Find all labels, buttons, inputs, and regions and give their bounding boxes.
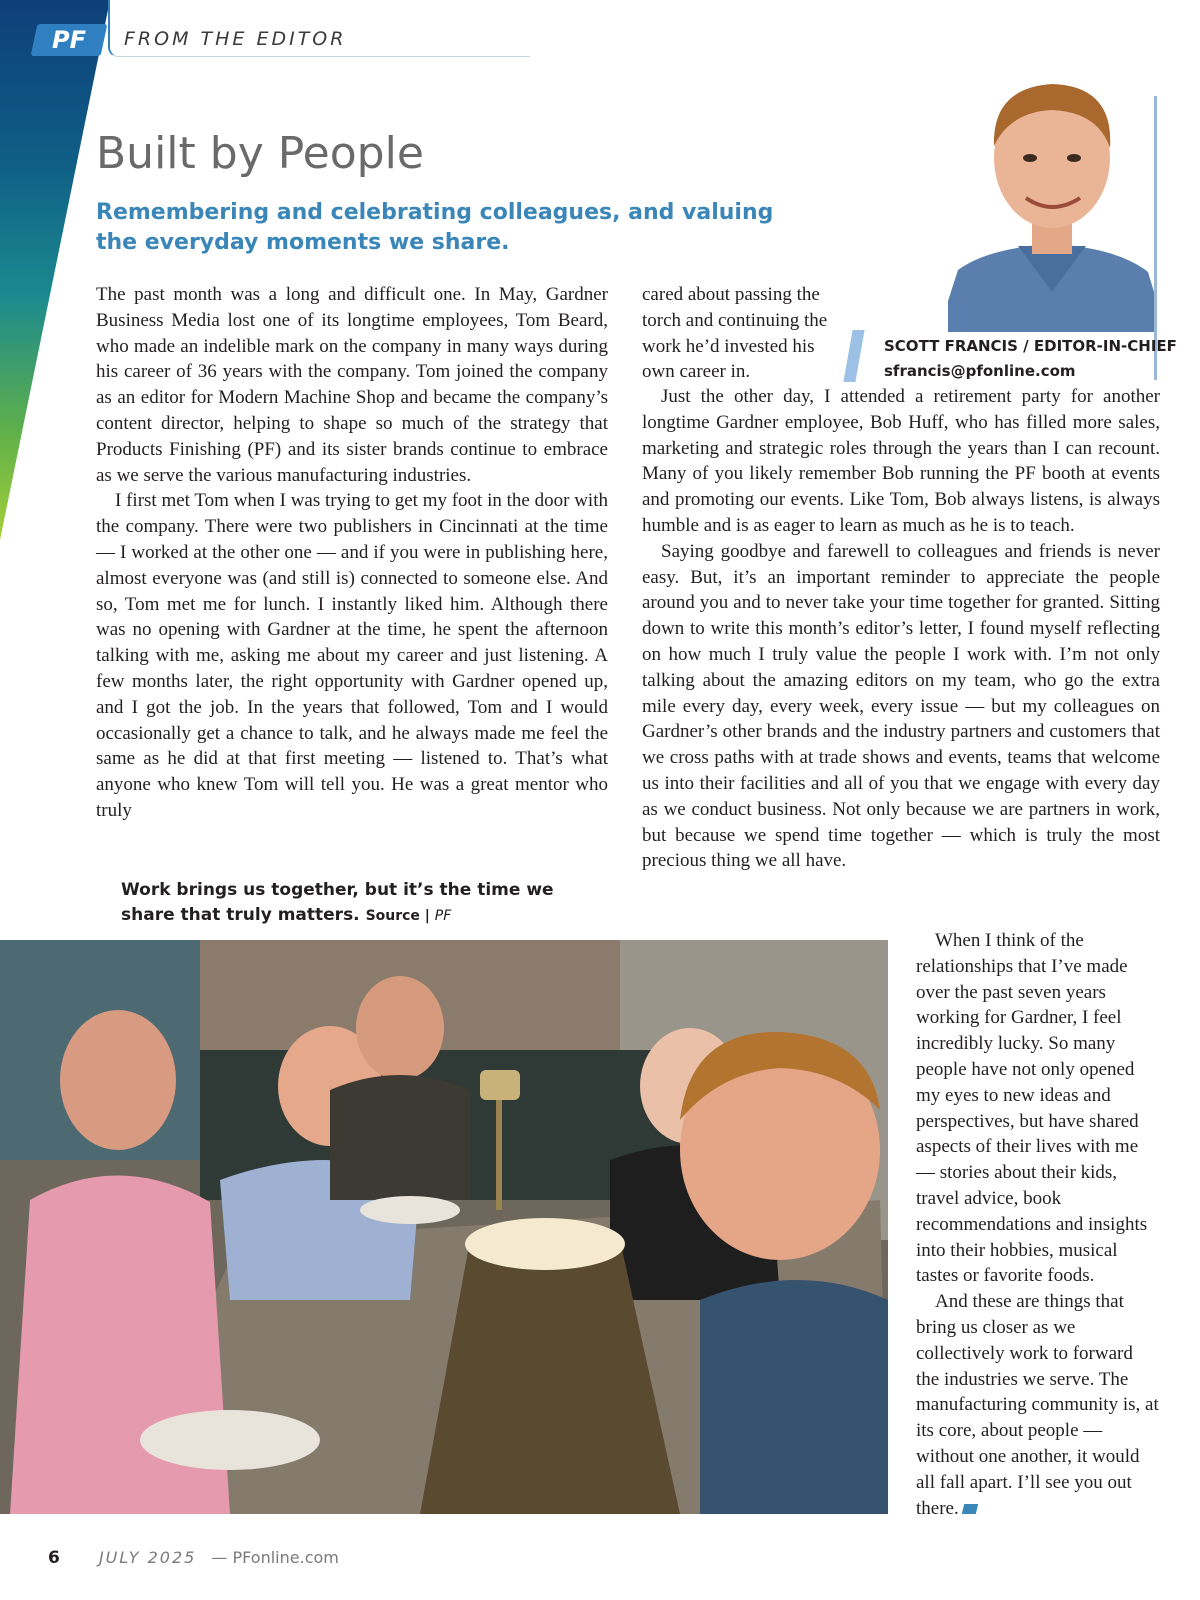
caption-text: Work brings us together, but it’s the time we share that truly matters.: [121, 880, 554, 925]
paragraph: Saying goodbye and farewell to colleagues and friends is never easy. But, it’s an important reminder to appreciate the people around you and to never take your time together for granted. Sitting down to write this month’s editor’s letter, I found myself reflecting on how much I truly value the people I work with. I’m not only talking about the amazing editors on my team, who go the extra mile every day, every week, every issue — but my colleagues on Gardner’s other brands and the industry partners and customers that we cross paths with at trade shows and events, teams that welcome us into their facilities and all of you that we engage with every day as we conduct business. Not only because we are partners in work, but because we spend time together — which is truly the most precious thing we all have.: [642, 540, 1160, 872]
section-label: FROM THE EDITOR: [124, 28, 347, 50]
paragraph: cared about passing the torch and continuing the work he’d invested his own career in.: [642, 284, 828, 383]
body-column-2: [642, 384, 1160, 874]
photo-caption: [121, 878, 591, 929]
caption-source: Source | PF: [365, 908, 452, 924]
body-column-3: [916, 928, 1160, 1521]
pf-logo: PF: [31, 24, 108, 56]
page-number: 6: [48, 1548, 60, 1568]
paragraph: Just the other day, I attended a retirement party for another longtime Gardner employee, Bob Huff, who has filled more sales, marketing and strategic roles through the years than I can recount. Many of you likely remember Bob running the PF booth at events and promoting our events. Like Tom, Bob always listens, is always humble and is as eager to learn as much as he is to teach.: [642, 386, 1160, 536]
footer-site: PFonline.com: [232, 1548, 339, 1567]
decorative-gradient-stripe: [0, 0, 110, 540]
author-portrait: [948, 60, 1156, 332]
footer-separator: —: [211, 1548, 228, 1567]
article-dek: Remembering and celebrating colleagues, and valuing the everyday moments we share.: [96, 200, 774, 255]
byline-name-title: SCOTT FRANCIS / EDITOR-IN-CHIEF: [884, 337, 1177, 355]
byline-accent: [843, 330, 864, 382]
paragraph: When I think of the relationships that I’ve made over the past seven years working for Gardner, I feel incredibly lucky. So many people have not only opened my eyes to new ideas and perspectives, but have shared aspects of their lives with me — stories about their kids, travel advice, book recommendations and insights into their hobbies, musical tastes or favorite foods.: [916, 930, 1148, 1287]
body-column-2-top: [642, 282, 842, 385]
paragraph: And these are things that bring us closer as we collectively work to forward the industries we serve. The manufacturing community is, at its core, about people — without one another, it would all fall apart. I’ll see you out there.: [916, 1291, 1159, 1519]
paragraph: I first met Tom when I was trying to get my foot in the door with the company. There were two publishers in Cincinnati at the time — I worked at the other one — and if you were in publishing here, almost everyone was (and still is) connected to someone else. And so, Tom met me for lunch. I instantly liked him. Although there was no opening with Gardner at the time, he spent the afternoon talking with me, asking me about my career and just listening. A few months later, the right opportunity with Gardner opened up, and I got the job. In the years that followed, Tom and I would occasionally get a chance to talk, and he always made me feel the same as he did at that first meeting — listened to. That’s what anyone who knew Tom will tell you. He was a great mentor who truly: [96, 490, 608, 821]
article-title: Built by People: [96, 128, 424, 179]
byline-email: sfrancis@pfonline.com: [884, 362, 1076, 380]
end-mark-icon: [961, 1504, 977, 1514]
issue-date: JULY 2025: [98, 1548, 197, 1567]
body-column-1: [96, 282, 608, 824]
page-footer: [48, 1548, 339, 1568]
team-dinner-photo: [0, 940, 888, 1514]
paragraph: The past month was a long and difficult one. In May, Gardner Business Media lost one of its longtime employees, Tom Beard, who made an indelible mark on the company in many ways during his career of 36 years with the company. Tom joined the company as an editor for Modern Machine Shop and became the company’s content director, helping to shape so much of the strategy that Products Finishing (PF) and its sister brands continue to embrace as we serve the various manufacturing industries.: [96, 284, 608, 486]
